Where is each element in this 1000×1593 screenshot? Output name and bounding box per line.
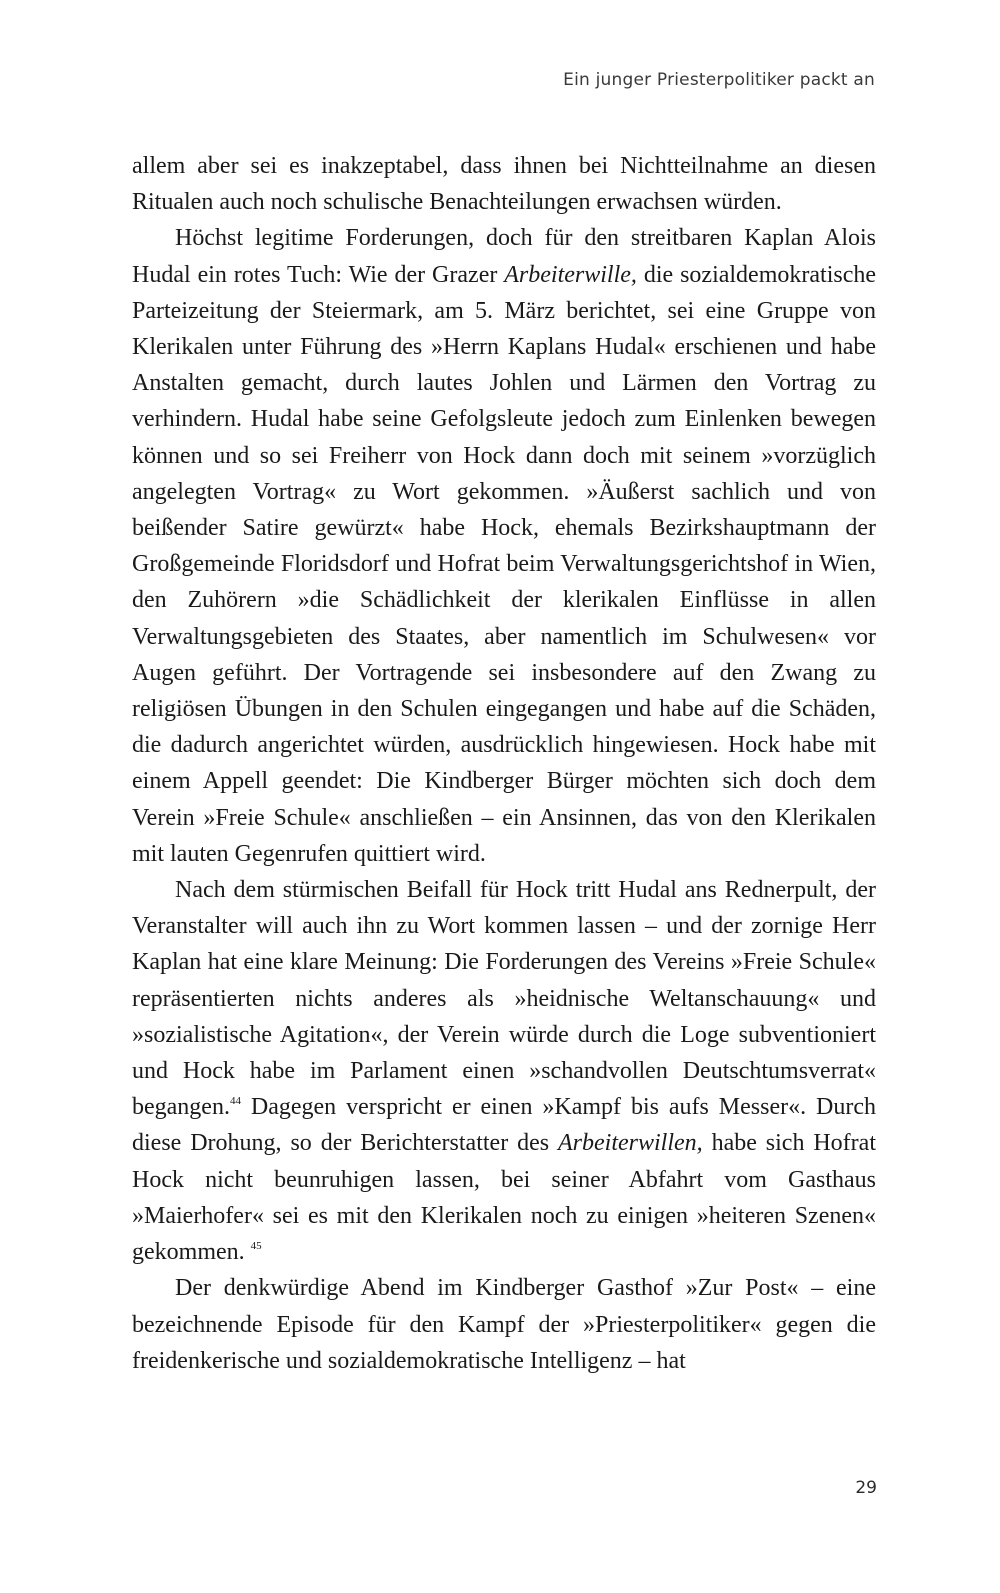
text-run: habe sich Hofrat Hock nicht beunruhigen lassen, bei seiner Abfahrt vom Gasthaus »Maierhofer« sei es mit den Klerikalen noch zu einigen »heiteren Szenen« gekommen.	[132, 1130, 876, 1266]
paragraph	[132, 148, 876, 220]
paragraph	[132, 872, 876, 1270]
italic-title: Arbeiterwillen,	[558, 1130, 703, 1157]
running-head: Ein junger Priesterpolitiker packt an	[563, 70, 875, 90]
text-run: Dagegen verspricht er einen »Kampf bis aufs Messer«. Durch diese Drohung, so der Berichterstatter des	[132, 1094, 876, 1157]
page-number: 29	[855, 1478, 877, 1498]
italic-title: Arbeiterwille,	[504, 261, 637, 288]
paragraph	[132, 220, 876, 872]
text-run: die sozialdemokratische Parteizeitung der Steiermark, am 5. März berichtet, sei eine Gruppe von Klerikalen unter Führung des »Herrn Kaplans Hudal« erschienen und habe Anstalten gemacht, durch lautes Johlen und Lärmen den Vortrag zu verhindern. Hudal habe seine Gefolgsleute jedoch zum Einlenken bewegen können und so sei Freiherr von Hock dann doch mit seinem »vorzüglich angelegten Vortrag« zu Wort gekommen. »Äußerst sachlich und von beißender Satire gewürzt« habe Hock, ehemals Bezirkshauptmann der Großgemeinde Floridsdorf und Hofrat beim Verwaltungsgerichtshof in Wien, den Zuhörern »die Schädlichkeit der klerikalen Einflüsse in allen Verwaltungsgebieten des Staates, aber namentlich im Schulwesen« vor Augen geführt. Der Vortragende sei insbesondere auf den Zwang zu religiösen Übungen in den Schulen eingegangen und habe auf die Schäden, die dadurch angerichtet würden, ausdrücklich hingewiesen. Hock habe mit einem Appell geendet: Die Kindberger Bürger möchten sich doch dem Verein »Freie Schule« anschließen – ein Ansinnen, das von den Klerikalen mit lauten Gegenrufen quittiert wird.	[132, 261, 877, 867]
paragraph	[132, 1270, 876, 1379]
text-run: allem aber sei es inakzeptabel, dass ihnen bei Nichtteilnahme an diesen Ritualen auch noch schulische Benachteilungen erwachsen würden.	[132, 153, 876, 216]
text-run: Nach dem stürmischen Beifall für Hock tritt Hudal ans Rednerpult, der Veranstalter will auch ihn zu Wort kommen lassen – und der zornige Herr Kaplan hat eine klare Meinung: Die Forderungen des Vereins »Freie Schule« repräsentierten nichts anderes als »heidnische Weltanschauung« und »sozialistische Agitation«, der Verein würde durch die Loge subventioniert und Hock habe im Parlament einen »schandvollen Deutschtumsverrat« begangen.	[132, 877, 876, 1121]
text-run: Höchst legitime Forderungen, doch für den streitbaren Kaplan Alois Hudal ein rotes Tuch: Wie der Grazer	[132, 225, 876, 288]
footnote-marker: 44	[229, 1095, 241, 1108]
body-text	[132, 148, 876, 1379]
footnote-marker: 45	[250, 1240, 262, 1253]
text-run: Der denkwürdige Abend im Kindberger Gasthof »Zur Post« – eine bezeichnende Episode für den Kampf der »Priesterpolitiker« gegen die freidenkerische und sozialdemokratische Intelligenz – hat	[132, 1275, 876, 1374]
